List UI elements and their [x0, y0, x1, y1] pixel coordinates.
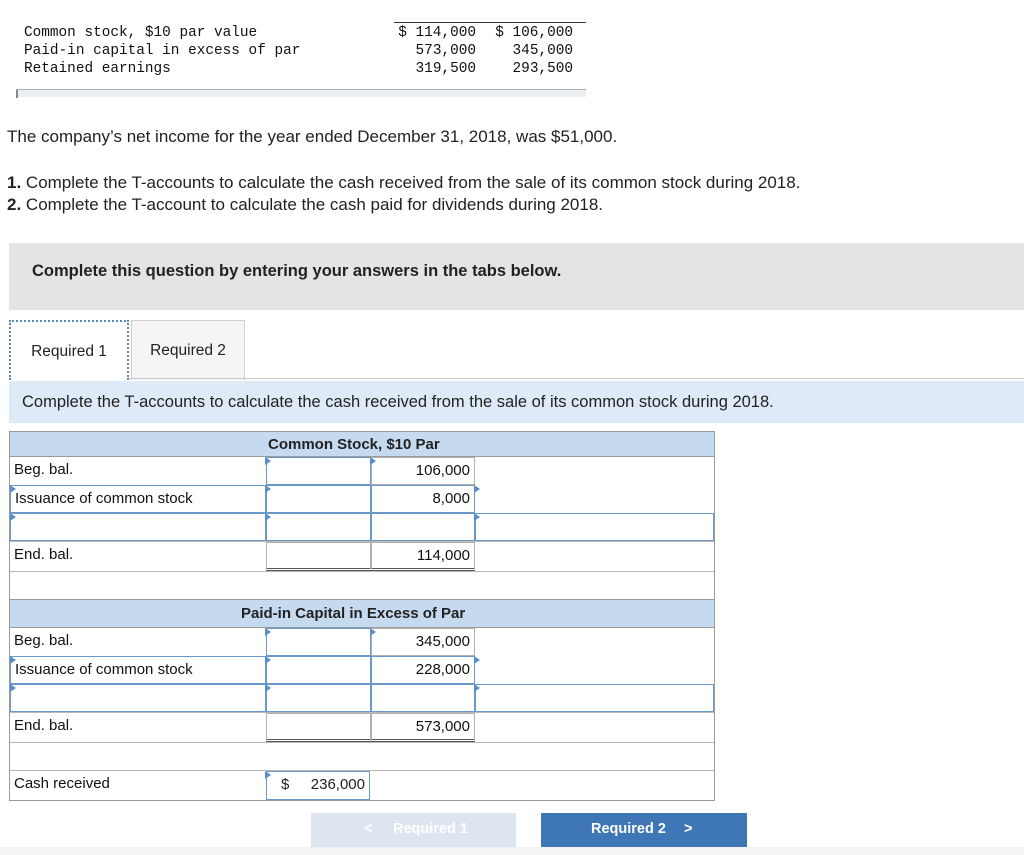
dropdown-marker-icon	[370, 457, 376, 465]
next-button-label: Required 2	[591, 821, 666, 837]
previous-button-label: Required 1	[393, 821, 468, 837]
dropdown-marker-icon	[265, 457, 271, 465]
bs-value-2018: 573,000	[415, 43, 476, 59]
dropdown-marker-icon	[265, 771, 271, 779]
table-row	[10, 656, 714, 684]
cash-received-value: 236,000	[310, 776, 365, 793]
dropdown-marker-icon	[474, 656, 480, 664]
t-account-header-paid-in-capital	[10, 599, 714, 628]
tab-label: Required 2	[150, 342, 226, 359]
debit-input[interactable]	[266, 628, 371, 656]
bs-value-2017: 345,000	[512, 43, 573, 59]
dropdown-marker-icon	[10, 656, 16, 664]
extra-input[interactable]	[475, 513, 714, 541]
t-account-title: Common Stock, $10 Par	[268, 436, 440, 453]
bs-value-2018: 319,500	[415, 61, 476, 77]
spacer-row	[10, 742, 714, 770]
table-row	[10, 541, 714, 571]
debit-input[interactable]	[266, 485, 371, 513]
table-row	[10, 684, 714, 712]
t-account-title: Paid-in Capital in Excess of Par	[241, 605, 466, 622]
t-account-header-common-stock	[10, 432, 714, 457]
dropdown-marker-icon	[370, 628, 376, 636]
credit-input[interactable]	[371, 684, 475, 712]
tab-required-1[interactable]	[9, 320, 129, 380]
next-button[interactable]	[541, 813, 747, 847]
credit-value: 106,000	[371, 457, 475, 485]
bs-label: Retained earnings	[24, 61, 171, 77]
credit-input[interactable]: 228,000	[371, 656, 475, 684]
table-row	[10, 712, 714, 742]
tab-divider	[129, 378, 1024, 379]
row-label: End. bal.	[14, 717, 74, 734]
debit-input[interactable]	[266, 656, 371, 684]
chevron-right-icon: >	[684, 821, 693, 837]
requirement-2-text	[7, 195, 603, 215]
credit-total: 573,000	[371, 713, 475, 742]
row-label: Beg. bal.	[14, 461, 74, 478]
t-account-worksheet	[9, 431, 715, 801]
question-banner	[9, 243, 1024, 310]
extra-input[interactable]	[475, 684, 714, 712]
bs-value-2017: $ 106,000	[495, 25, 573, 41]
column-top-rule	[394, 22, 586, 23]
debit-input[interactable]	[266, 513, 371, 541]
balance-sheet-excerpt	[16, 20, 586, 98]
debit-input[interactable]	[266, 684, 371, 712]
bs-row-paid-in-capital	[16, 43, 586, 61]
account-select[interactable]	[10, 684, 266, 712]
dropdown-marker-icon	[10, 513, 16, 521]
dropdown-marker-icon	[265, 513, 271, 521]
horizontal-scrollbar[interactable]	[16, 89, 586, 97]
bs-label: Common stock, $10 par value	[24, 25, 258, 41]
tab-label: Required 1	[31, 343, 107, 360]
dropdown-marker-icon	[10, 684, 16, 692]
bs-label: Paid-in capital in excess of par	[24, 43, 301, 59]
dropdown-marker-icon	[474, 513, 480, 521]
table-row	[10, 485, 714, 513]
account-select[interactable]: Issuance of common stock	[10, 656, 266, 684]
dropdown-marker-icon	[265, 684, 271, 692]
banner-text: Complete this question by entering your answers in the tabs below.	[32, 262, 562, 280]
bs-value-2018: $ 114,000	[398, 25, 476, 41]
bs-value-2017: 293,500	[512, 61, 573, 77]
requirement-body: Complete the T-account to calculate the cash paid for dividends during 2018.	[21, 195, 604, 214]
instruction-bar	[9, 381, 1024, 423]
credit-total: 114,000	[371, 542, 475, 571]
table-row	[10, 513, 714, 541]
requirement-1-text	[7, 173, 800, 193]
account-select[interactable]	[10, 513, 266, 541]
credit-value: 345,000	[371, 628, 475, 656]
net-income-text: The company’s net income for the year ended December 31, 2018, was $51,000.	[7, 127, 618, 146]
row-label: Cash received	[14, 775, 110, 792]
dropdown-marker-icon	[10, 485, 16, 493]
debit-input[interactable]	[266, 457, 371, 485]
cash-received-input[interactable]	[266, 771, 370, 800]
table-row	[10, 457, 714, 485]
tab-required-2[interactable]	[131, 320, 245, 380]
bs-row-retained-earnings	[16, 61, 586, 79]
table-row	[10, 628, 714, 656]
debit-total	[266, 542, 371, 571]
credit-input[interactable]	[371, 513, 475, 541]
account-select[interactable]: Issuance of common stock	[10, 485, 266, 513]
chevron-left-icon: <	[364, 821, 373, 837]
dropdown-marker-icon	[474, 485, 480, 493]
row-label: End. bal.	[14, 546, 74, 563]
previous-button[interactable]	[311, 813, 516, 847]
requirement-number: 2.	[7, 195, 22, 214]
dropdown-marker-icon	[265, 485, 271, 493]
requirement-number: 1.	[7, 173, 22, 192]
bs-row-common-stock	[16, 25, 586, 43]
instruction-text: Complete the T-accounts to calculate the cash received from the sale of its common stock during 2018.	[22, 393, 774, 411]
spacer-row	[10, 571, 714, 599]
debit-total	[266, 713, 371, 742]
requirement-body: Complete the T-accounts to calculate the cash received from the sale of its common stock during 2018.	[21, 173, 801, 192]
dropdown-marker-icon	[265, 656, 271, 664]
currency-symbol: $	[281, 776, 290, 793]
credit-input[interactable]: 8,000	[371, 485, 475, 513]
row-label: Beg. bal.	[14, 632, 74, 649]
footer-strip	[0, 847, 1024, 855]
cash-received-row	[10, 770, 714, 800]
dropdown-marker-icon	[265, 628, 271, 636]
dropdown-marker-icon	[474, 684, 480, 692]
